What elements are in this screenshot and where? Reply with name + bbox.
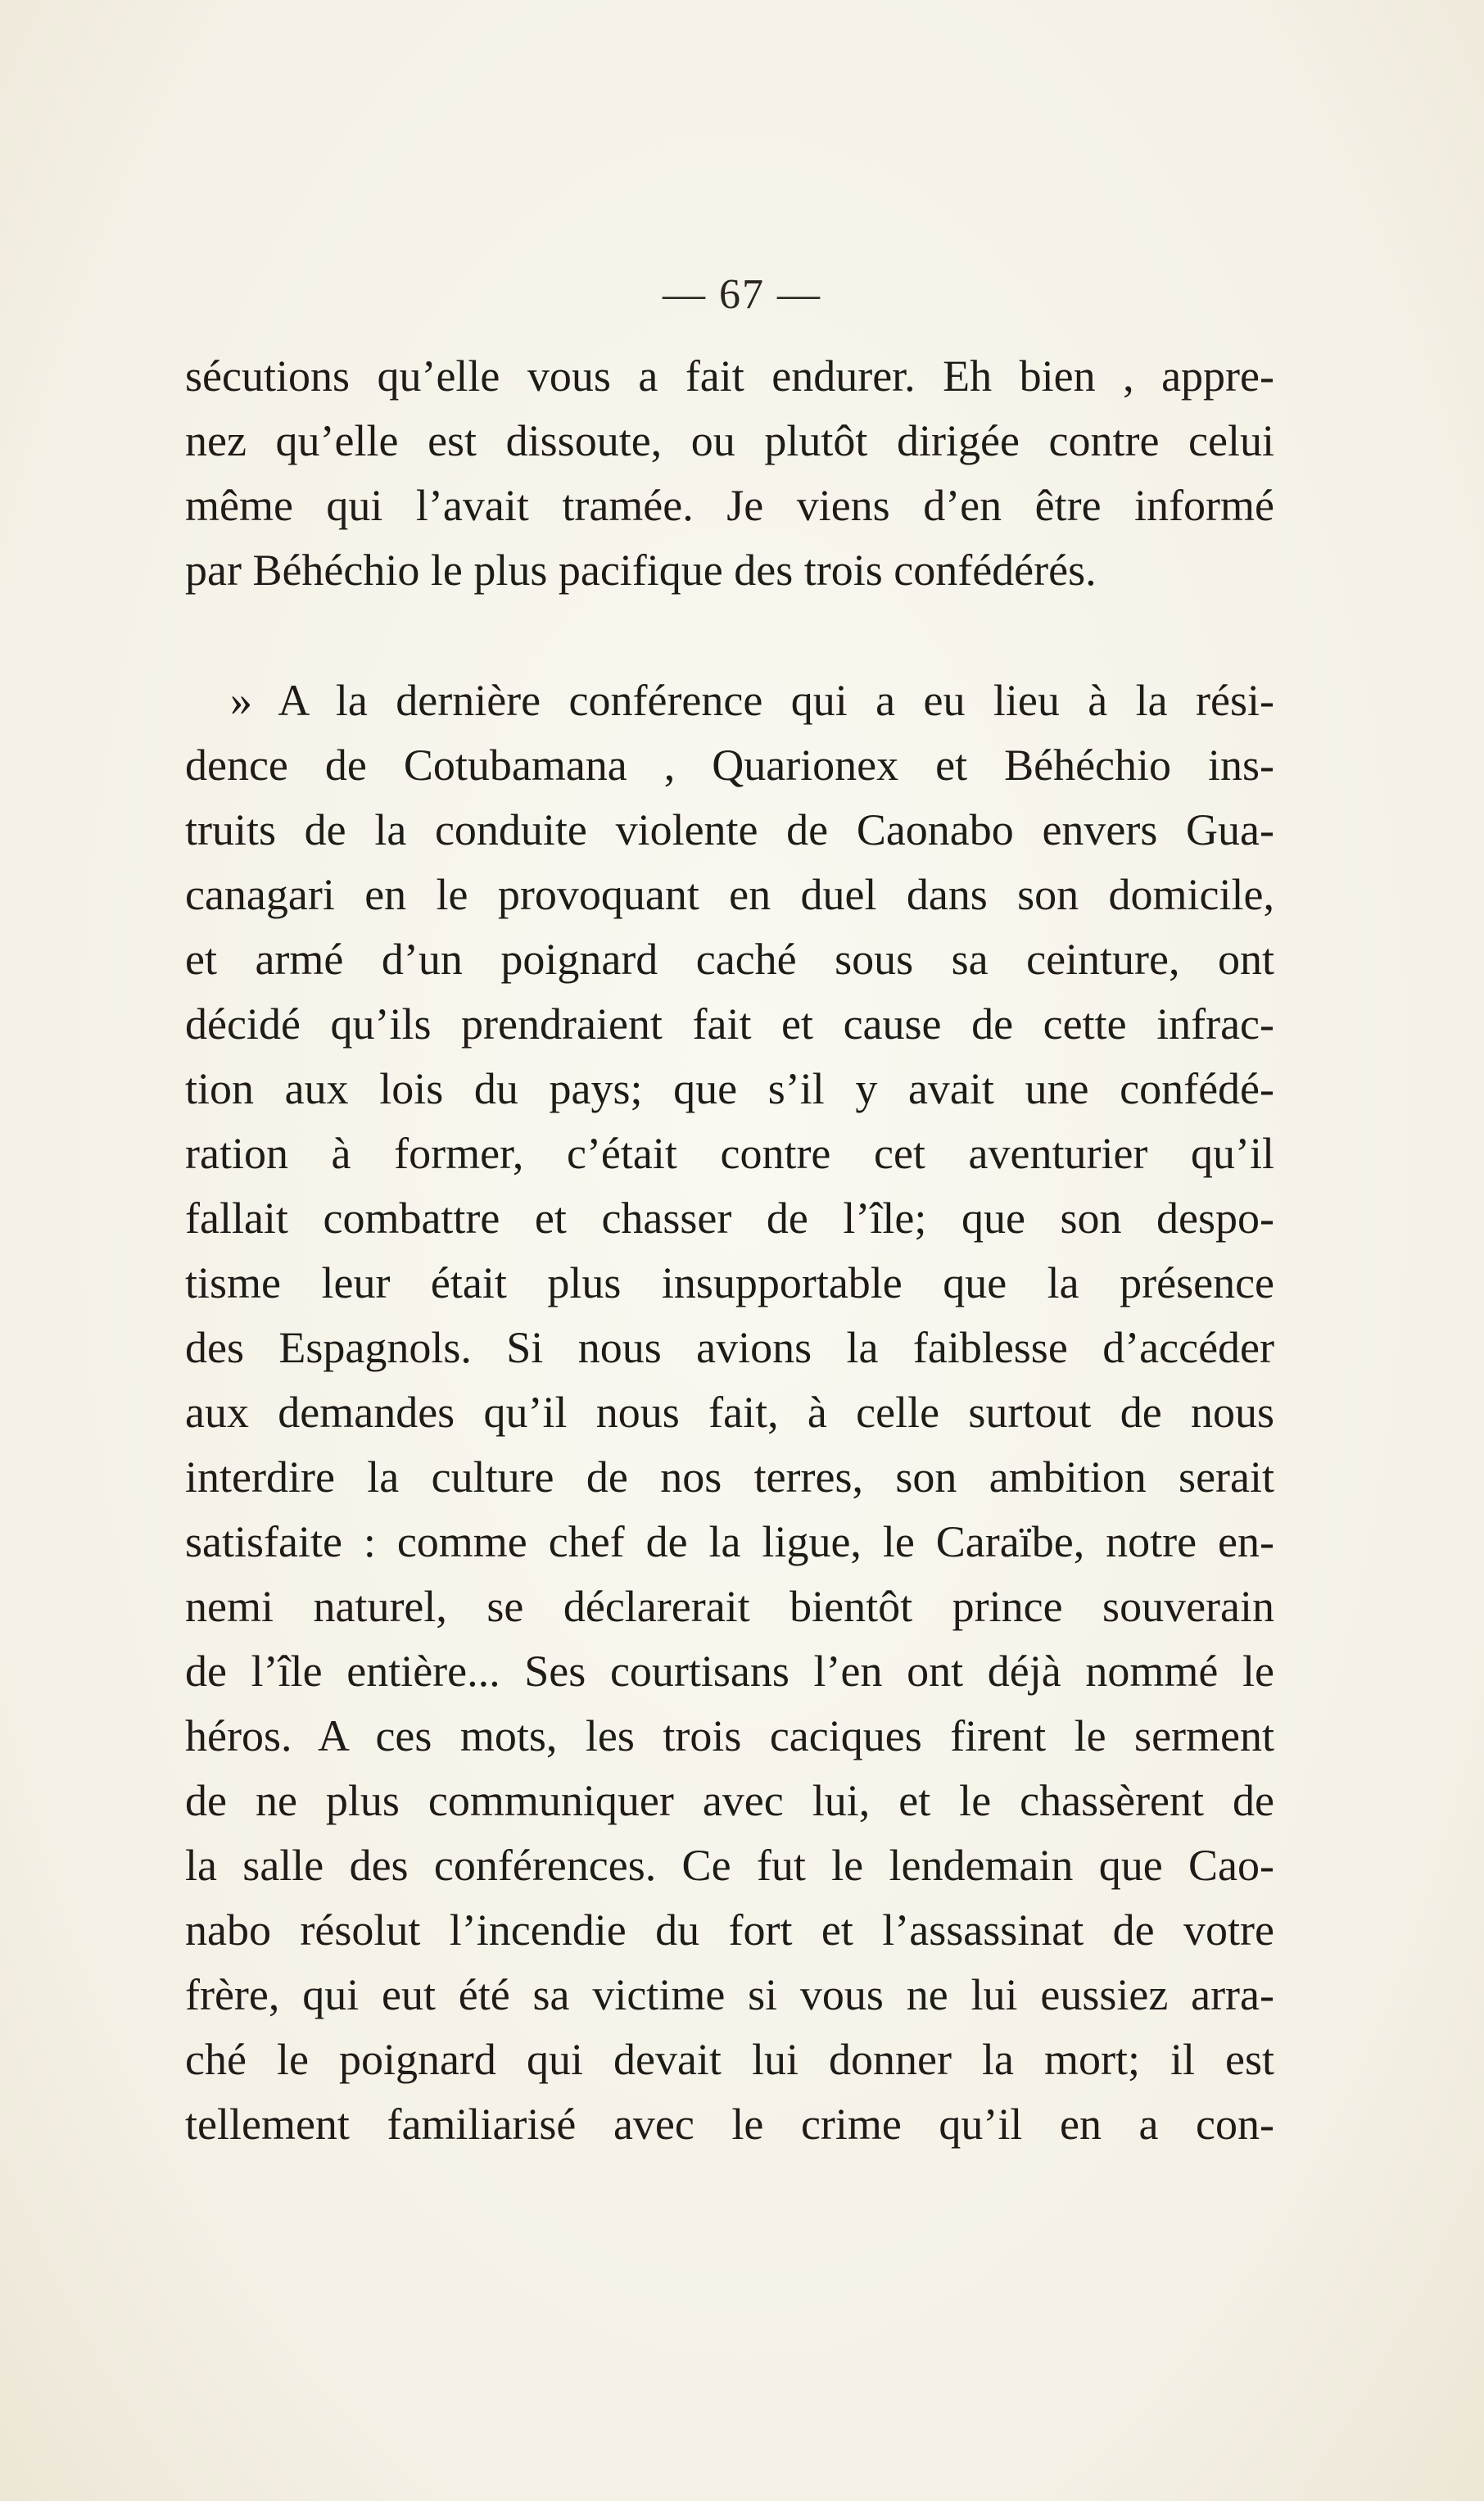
text-line: et armé d’un poignard caché sous sa ceinture, ont: [185, 935, 1274, 984]
page-number: — 67 —: [663, 271, 821, 318]
text-line: nez qu’elle est dissoute, ou plutôt dirigée contre celui: [185, 416, 1274, 465]
text-line: même qui l’avait tramée. Je viens d’en être informé: [185, 481, 1274, 530]
text-line: » A la dernière conférence qui a eu lieu à la rési-: [230, 676, 1274, 725]
text-line: canagari en le provoquant en duel dans son domicile,: [185, 870, 1274, 919]
paragraph-gap: [185, 603, 1274, 668]
text-line: satisfaite : comme chef de la ligue, le Caraïbe, notre en-: [185, 1517, 1274, 1566]
text-line: tion aux lois du pays; que s’il y avait une confédé-: [185, 1064, 1274, 1113]
text-line: interdire la culture de nos terres, son ambition serait: [185, 1452, 1274, 1502]
text-line: nabo résolut l’incendie du fort et l’assassinat de votre: [185, 1905, 1274, 1955]
text-line: la salle des conférences. Ce fut le lendemain que Cao-: [185, 1841, 1274, 1890]
text-line: frère, qui eut été sa victime si vous ne lui eussiez arra-: [185, 1970, 1274, 2019]
text-line: de l’île entière... Ses courtisans l’en ont déjà nommé le: [185, 1647, 1274, 1696]
text-line: héros. A ces mots, les trois caciques firent le serment: [185, 1711, 1274, 1760]
text-line: truits de la conduite violente de Caonabo envers Gua-: [185, 805, 1274, 854]
body-text: [185, 344, 1274, 2157]
text-line: ché le poignard qui devait lui donner la mort; il est: [185, 2035, 1274, 2084]
text-line: dence de Cotubamana , Quarionex et Béhéchio ins-: [185, 741, 1274, 790]
text-line: fallait combattre et chasser de l’île; que son despo-: [185, 1194, 1274, 1243]
text-line: de ne plus communiquer avec lui, et le chassèrent de: [185, 1776, 1274, 1825]
text-line: nemi naturel, se déclarerait bientôt prince souverain: [185, 1582, 1274, 1631]
text-line: tellement familiarisé avec le crime qu’il en a con-: [185, 2100, 1274, 2149]
text-line: aux demandes qu’il nous fait, à celle surtout de nous: [185, 1388, 1274, 1437]
text-line: par Béhéchio le plus pacifique des trois confédérés.: [185, 546, 1097, 595]
text-line: ration à former, c’était contre cet aventurier qu’il: [185, 1129, 1274, 1178]
text-line: tisme leur était plus insupportable que la présence: [185, 1258, 1274, 1307]
text-line: sécutions qu’elle vous a fait endurer. Eh bien , appre-: [185, 351, 1274, 401]
text-line: décidé qu’ils prendraient fait et cause de cette infrac-: [185, 999, 1274, 1049]
text-line: des Espagnols. Si nous avions la faiblesse d’accéder: [185, 1323, 1274, 1372]
